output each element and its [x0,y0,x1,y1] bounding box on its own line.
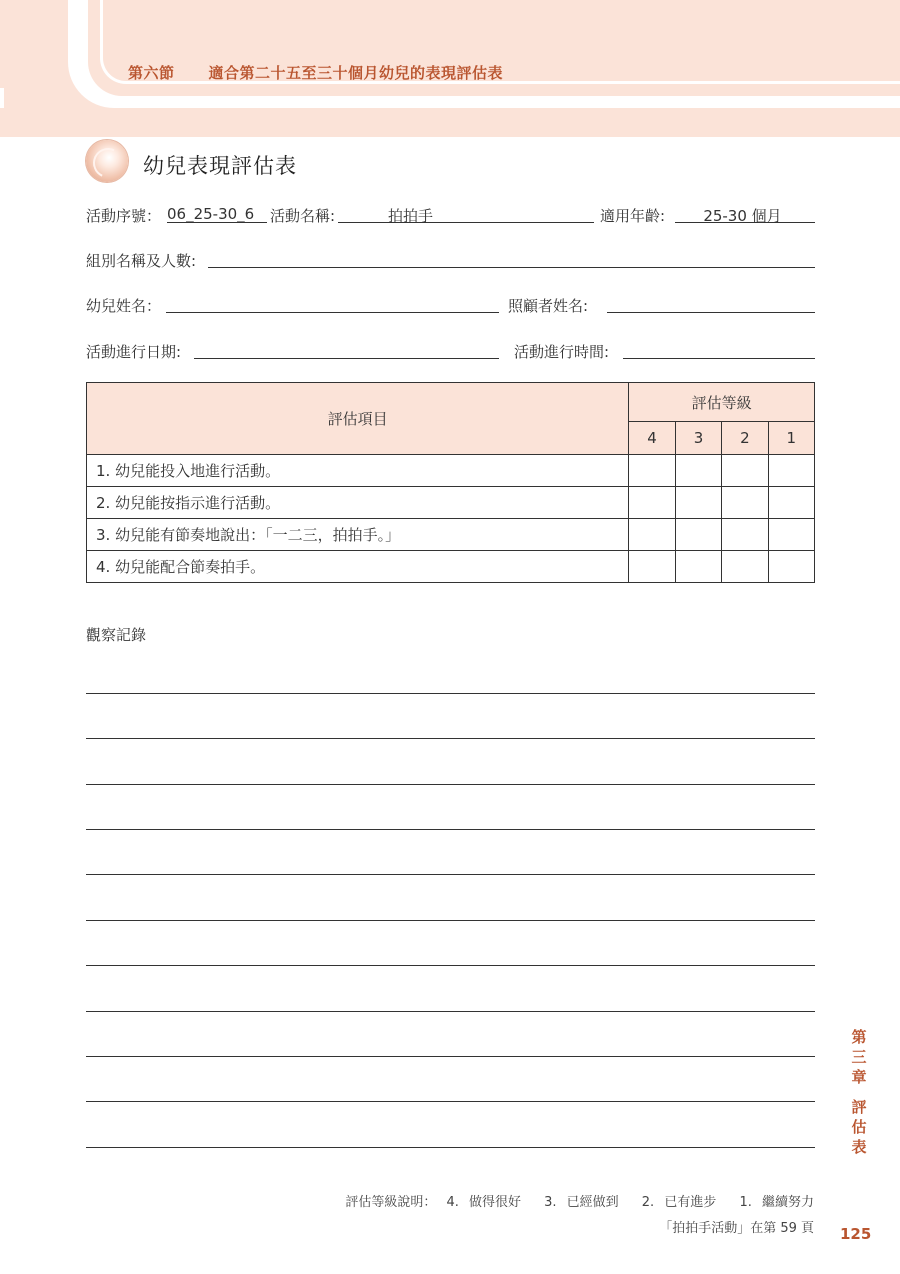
table-row [87,487,815,519]
chapter-name-tab [848,1097,870,1157]
age-value: 25-30 個月 [703,207,782,225]
observation-line[interactable] [86,1011,815,1012]
observation-line[interactable] [86,874,815,875]
grade-legend: 評估等級說明： 4. 做得很好 3. 已經做到 2. 已有進步 1. 繼續努力 [345,1195,814,1210]
chapter-char: 第 [851,1028,867,1046]
activity-name-label: 活動名稱: [270,207,336,225]
grade-col-1: 1 [768,422,814,455]
grade-cell[interactable] [675,519,721,551]
grade-cell[interactable] [768,519,814,551]
carer-name-field[interactable] [607,312,815,313]
grade-cell[interactable] [768,487,814,519]
child-name-label: 幼兒姓名： [86,297,162,315]
item-label: 4. 幼兒能配合節奏拍手。 [87,551,629,583]
chapter-name-char: 評 [851,1098,867,1116]
time-field[interactable] [623,358,815,359]
date-label: 活動進行日期: [86,343,182,361]
item-label: 3. 幼兒能有節奏地說出：「一二三，拍拍手。」 [87,519,629,551]
observation-line[interactable] [86,1101,815,1102]
chapter-char: 三 [851,1048,867,1066]
grade-cell[interactable] [629,519,675,551]
observation-line[interactable] [86,1056,815,1057]
running-header [128,62,503,83]
grade-header: 評估等級 [629,383,815,422]
date-field[interactable] [194,358,499,359]
grade-col-4: 4 [629,422,675,455]
grade-cell[interactable] [768,455,814,487]
item-label: 2. 幼兒能按指示進行活動。 [87,487,629,519]
grade-cell[interactable] [722,551,768,583]
section-title: 適合第二十五至三十個月幼兒的表現評估表 [208,64,504,82]
pearl-bullet-icon [86,140,128,182]
group-field[interactable] [208,267,815,268]
observation-line[interactable] [86,920,815,921]
observation-line[interactable] [86,965,815,966]
observation-line[interactable] [86,1147,815,1148]
activity-reference: 「拍拍手活動」在第 59 頁 [659,1221,814,1236]
grade-cell[interactable] [722,455,768,487]
observation-line[interactable] [86,738,815,739]
table-row [87,551,815,583]
grade-cell[interactable] [675,455,721,487]
grade-col-2: 2 [722,422,768,455]
edge-mark [0,88,4,108]
observation-line[interactable] [86,829,815,830]
item-label: 1. 幼兒能投入地進行活動。 [87,455,629,487]
chapter-name-char: 表 [851,1138,867,1156]
time-label: 活動進行時間: [514,343,610,361]
activity-no-value: 06_25-30_6 [167,205,255,223]
observation-line[interactable] [86,784,815,785]
activity-no-label: 活動序號： [86,207,162,225]
grade-cell[interactable] [768,551,814,583]
grade-cell[interactable] [629,455,675,487]
chapter-char: 章 [851,1068,867,1086]
table-row [87,455,815,487]
observation-line[interactable] [86,693,815,694]
grade-col-3: 3 [675,422,721,455]
page-number: 125 [840,1225,872,1243]
page-title: 幼兒表現評估表 [143,154,297,178]
carer-name-label: 照顧者姓名: [508,297,589,315]
grade-cell[interactable] [722,487,768,519]
grade-cell[interactable] [629,551,675,583]
observation-title: 觀察記錄 [86,626,147,644]
grade-cell[interactable] [629,487,675,519]
grade-cell[interactable] [722,519,768,551]
chapter-tab [848,1027,870,1087]
table-row [87,519,815,551]
evaluation-table [86,382,815,583]
grade-cell[interactable] [675,551,721,583]
grade-cell[interactable] [675,487,721,519]
section-label: 第六節 [128,64,175,82]
activity-name-value: 拍拍手 [387,207,433,225]
group-label: 組別名稱及人數: [86,252,197,270]
age-label: 適用年齡: [600,207,666,225]
chapter-name-char: 估 [851,1118,867,1136]
child-name-field[interactable] [166,312,499,313]
items-header: 評估項目 [87,383,629,455]
